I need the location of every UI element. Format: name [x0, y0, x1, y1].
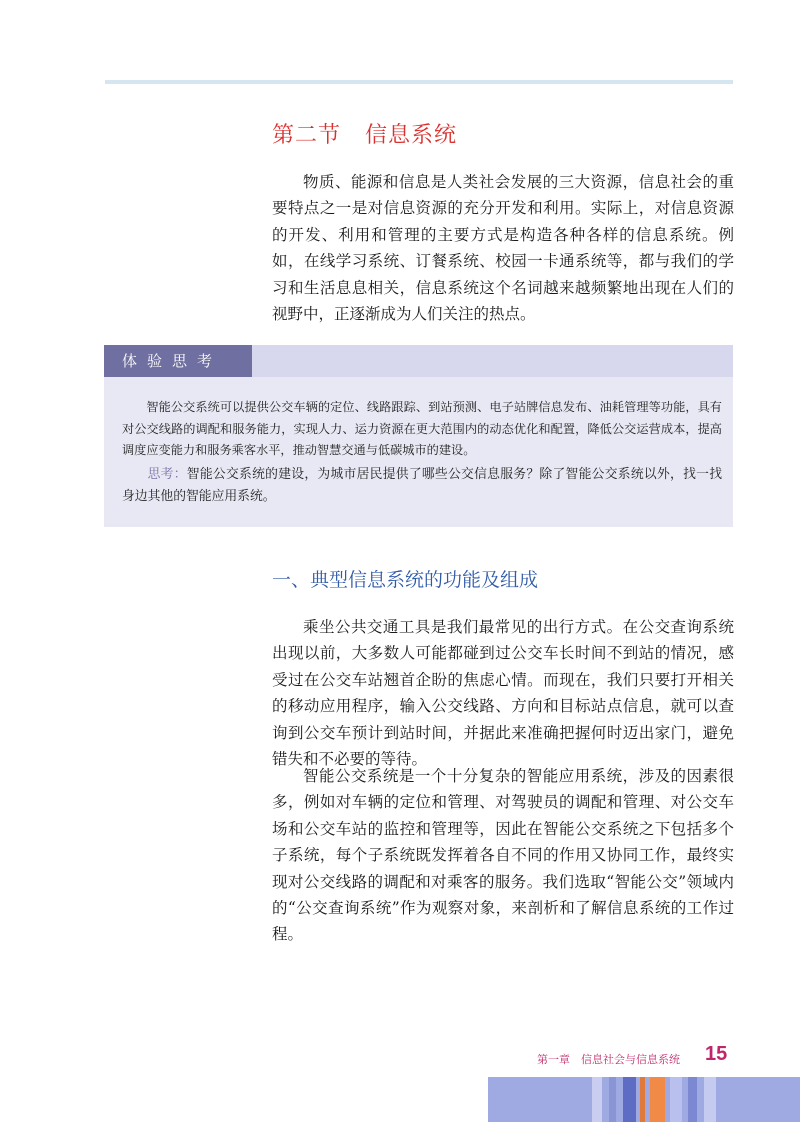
top-rule [105, 80, 733, 84]
footer-stripe [688, 1077, 697, 1122]
think-question [122, 464, 722, 508]
subheading: 一、典型信息系统的功能及组成 [272, 569, 539, 591]
think-text: 智能公交系统的建设，为城市居民提供了哪些公交信息服务？除了智能公交系统以外，找一找身边其他的智能应用系统。 [122, 467, 723, 504]
body-paragraph-1: 乘坐公共交通工具是我们最常见的出行方式。在公交查询系统出现以前，大多数人可能都碰到过公交车长时间不到站的情况，感受过在公交车站翘首企盼的焦虑心情。而现在，我们只要打开相关的移动应用程序，输入公交线路、方向和目标站点信息，就可以查询到公交车预计到站时间，并据此来准确把握何时迈出家门，避免错失和不必要的等待。 [272, 618, 734, 769]
page-number: 15 [705, 1043, 728, 1065]
experience-body: 智能公交系统可以提供公交车辆的定位、线路跟踪、到站预测、电子站牌信息发布、油耗管理等功能，具有对公交线路的调配和服务能力，实现人力、运力资源在更大范围内的动态优化和配置，降低公交运营成本，提高调度应变能力和服务乘客水平，推动智慧交通与低碳城市的建设。 [122, 400, 722, 457]
footer-chapter-title: 第一章 信息社会与信息系统 [537, 1053, 680, 1066]
footer-stripe [640, 1077, 645, 1122]
body-paragraph-2: 智能公交系统是一个十分复杂的智能应用系统，涉及的因素很多，例如对车辆的定位和管理、对驾驶员的调配和管理、对公交车场和公交车站的监控和管理等，因此在智能公交系统之下包括多个子系统，每个子系统既发挥着各自不同的作用又协同工作，最终实现对公交线路的调配和对乘客的服务。我们选取“智能公交”领域内的“公交查询系统”作为观察对象，来剖析和了解信息系统的工作过程。 [272, 767, 734, 944]
footer-stripe [609, 1077, 616, 1122]
think-label: 思考： [147, 467, 187, 482]
section-name: 信息系统 [365, 123, 458, 148]
section-number: 第二节 [272, 123, 342, 148]
footer-stripe [670, 1077, 682, 1122]
section-title [272, 118, 481, 149]
footer-stripe [592, 1077, 602, 1122]
footer-stripe [650, 1077, 665, 1122]
footer-stripe [704, 1077, 716, 1122]
footer-stripe [623, 1077, 636, 1122]
experience-title: 体验思考 [104, 345, 252, 377]
intro-paragraph: 物质、能源和信息是人类社会发展的三大资源，信息社会的重要特点之一是对信息资源的充分开发和利用。实际上，对信息资源的开发、利用和管理的主要方式是构造各种各样的信息系统。例如，在线学习系统、订餐系统、校园一卡通系统等，都与我们的学习和生活息息相关，信息系统这个名词越来越频繁地出现在人们的视野中，正逐渐成为人们关注的热点。 [272, 173, 734, 324]
